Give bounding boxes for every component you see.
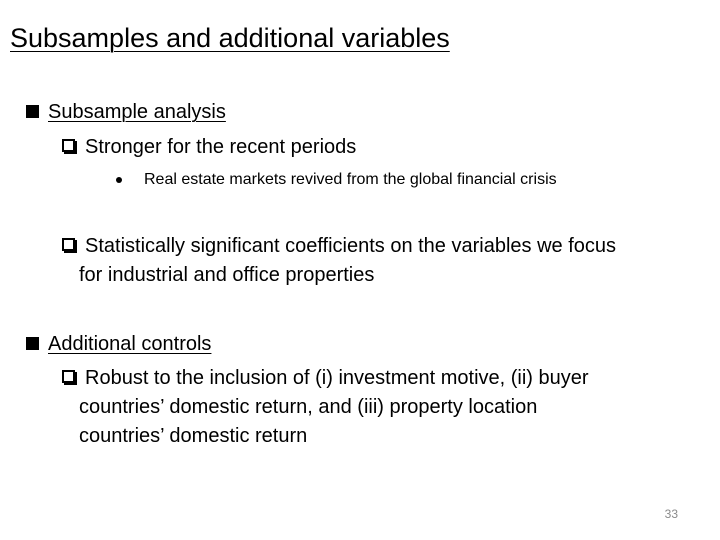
page-number: 33: [664, 507, 678, 521]
section-heading: Subsample analysis: [48, 101, 226, 123]
point-text: Stronger for the recent periods: [85, 136, 357, 158]
checkbox-bullet-icon: [62, 139, 75, 152]
point-robust-inclusion: [62, 364, 702, 451]
subpoint-text: Real estate markets revived from the global financial crisis: [144, 171, 557, 188]
checkbox-bullet-icon: [62, 370, 75, 383]
point-statistically-significant: [62, 232, 702, 290]
slide-title: Subsamples and additional variables: [10, 23, 450, 53]
square-bullet-icon: [26, 337, 39, 350]
point-stronger-recent: [62, 133, 682, 162]
round-bullet-icon: [116, 177, 122, 183]
square-bullet-icon: [26, 105, 39, 118]
point-text-line1: Robust to the inclusion of (i) investment motive, (ii) buyer: [85, 367, 589, 389]
section-heading: Additional controls: [48, 333, 212, 355]
point-text-line3: countries’ domestic return: [79, 425, 308, 447]
point-text-line1: Statistically significant coefficients on the variables we focus: [85, 235, 617, 257]
point-text-line2: countries’ domestic return, and (iii) property location: [79, 396, 538, 418]
point-text-line2: for industrial and office properties: [79, 264, 375, 286]
checkbox-bullet-icon: [62, 238, 75, 251]
